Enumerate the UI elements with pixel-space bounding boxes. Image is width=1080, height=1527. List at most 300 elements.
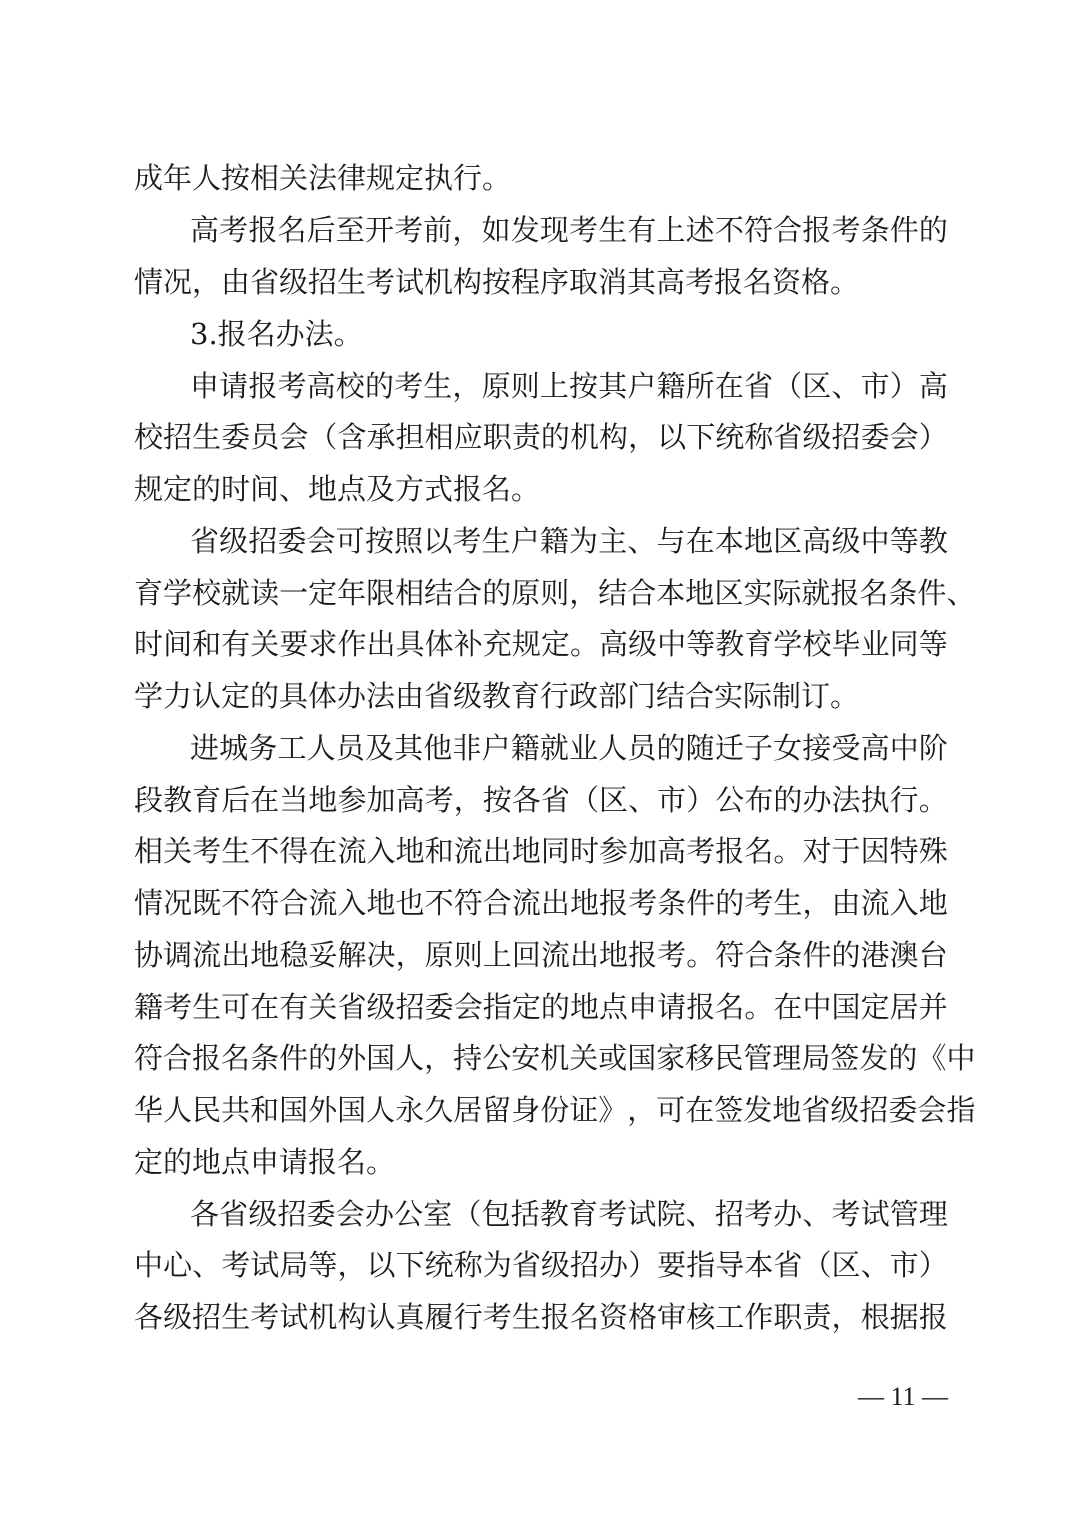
glyph: 本 [714, 524, 744, 558]
glyph: 可 [335, 524, 365, 558]
glyph: 后 [306, 213, 336, 247]
glyph: 结 [424, 576, 454, 610]
glyph: 审 [657, 1300, 687, 1334]
glyph: 报 [830, 576, 860, 610]
glyph: 考 [394, 369, 424, 403]
glyph: 。 [744, 990, 774, 1024]
glyph: 稳 [279, 938, 309, 972]
glyph: 流 [860, 886, 890, 920]
glyph: 入 [366, 834, 396, 868]
glyph: 补 [453, 627, 483, 661]
glyph: 指 [482, 990, 512, 1024]
glyph: （ [773, 369, 803, 403]
glyph: 关 [308, 990, 338, 1024]
glyph: 学 [773, 627, 803, 661]
glyph: 件 [802, 938, 832, 972]
glyph: 永 [395, 1093, 425, 1127]
glyph: ） [918, 1248, 948, 1282]
glyph: 招 [163, 420, 193, 454]
glyph: 报 [540, 1300, 570, 1334]
glyph: 国 [831, 990, 861, 1024]
glyph: 包 [481, 1197, 511, 1231]
glyph: ， [802, 886, 832, 920]
glyph: 招 [569, 1248, 599, 1282]
glyph: 本 [656, 576, 686, 610]
glyph: 妥 [308, 938, 338, 972]
glyph: 上 [656, 213, 686, 247]
glyph: 机 [569, 420, 599, 454]
glyph: 按 [569, 369, 599, 403]
glyph: 合 [627, 576, 657, 610]
glyph: 出 [366, 627, 396, 661]
glyph: 教 [918, 524, 948, 558]
glyph: 会 [335, 1197, 365, 1231]
glyph: 区 [802, 369, 832, 403]
glyph: 试 [860, 1197, 890, 1231]
glyph: 生 [423, 369, 453, 403]
text-line [134, 1038, 976, 1078]
glyph: 职 [482, 420, 512, 454]
text-line [190, 728, 948, 768]
glyph: 级 [830, 1093, 860, 1127]
glyph: 结 [598, 576, 628, 610]
glyph: 级 [540, 1248, 570, 1282]
glyph: 省 [511, 1248, 541, 1282]
glyph: 对 [802, 834, 832, 868]
glyph: 报 [599, 886, 629, 920]
glyph: 有 [627, 213, 657, 247]
glyph: 校 [134, 420, 164, 454]
glyph: 就 [221, 576, 251, 610]
glyph: 规 [511, 627, 541, 661]
glyph: 业 [860, 627, 890, 661]
glyph: 心 [163, 1248, 193, 1282]
glyph: 公 [394, 1197, 424, 1231]
glyph: 工 [277, 731, 307, 765]
glyph: 考 [831, 213, 861, 247]
glyph: 员 [627, 731, 657, 765]
glyph: 时 [569, 834, 599, 868]
glyph: 教 [539, 1197, 569, 1231]
glyph: ， [452, 369, 482, 403]
glyph: 考 [163, 990, 193, 1024]
glyph: 台 [918, 938, 948, 972]
glyph: 及 [364, 731, 394, 765]
glyph: 其 [598, 369, 628, 403]
glyph: 出 [482, 834, 512, 868]
text-line [134, 831, 948, 871]
glyph: 承 [366, 420, 396, 454]
glyph: 合 [453, 576, 483, 610]
glyph: 院 [656, 1197, 686, 1231]
glyph: 职 [773, 1300, 803, 1334]
glyph: 流 [308, 886, 338, 920]
glyph: 户 [627, 369, 657, 403]
glyph: 籍 [539, 524, 569, 558]
glyph: 区 [599, 783, 629, 817]
glyph: 校 [802, 627, 832, 661]
glyph: 考 [221, 1248, 251, 1282]
glyph: 共 [221, 1093, 251, 1127]
glyph: 括 [510, 1197, 540, 1231]
glyph: 按 [482, 783, 512, 817]
glyph: 以 [657, 420, 687, 454]
glyph: 并 [918, 990, 948, 1024]
glyph: 签 [714, 1093, 744, 1127]
glyph: 实 [743, 576, 773, 610]
glyph: 考 [394, 213, 424, 247]
glyph: 发 [859, 1041, 889, 1075]
glyph: 地 [308, 783, 338, 817]
glyph: 籍 [134, 990, 164, 1024]
glyph: 发 [743, 1093, 773, 1127]
glyph: 会 [917, 1093, 947, 1127]
glyph: ） [889, 369, 919, 403]
text-line: 情况，由省级招生考试机构按程序取消其高考报名资格。 [134, 265, 860, 299]
glyph: 符 [715, 938, 745, 972]
glyph: 户 [510, 524, 540, 558]
glyph: 华 [134, 1093, 164, 1127]
glyph: ， [628, 420, 658, 454]
glyph: 名 [744, 834, 774, 868]
glyph: 国 [337, 1093, 367, 1127]
glyph: 条 [773, 938, 803, 972]
glyph: 件 [917, 576, 947, 610]
glyph: 具 [395, 627, 425, 661]
glyph: 为 [482, 1248, 512, 1282]
glyph: 既 [192, 886, 222, 920]
glyph: 接 [802, 731, 832, 765]
glyph: 名 [859, 576, 889, 610]
glyph: 的 [540, 990, 570, 1024]
glyph: 也 [395, 886, 425, 920]
glyph: 省 [219, 1197, 249, 1231]
glyph: 招 [714, 1197, 744, 1231]
glyph: 省 [540, 783, 570, 817]
glyph: 关 [250, 627, 280, 661]
glyph: 教 [715, 627, 745, 661]
glyph: 申 [190, 369, 220, 403]
glyph: 报 [802, 213, 832, 247]
glyph: 作 [337, 627, 367, 661]
section-heading: 3.报名办法。 [190, 317, 363, 351]
glyph: 国 [279, 1093, 309, 1127]
glyph: 相 [134, 834, 164, 868]
glyph: 人 [598, 731, 628, 765]
glyph: 会 [279, 420, 309, 454]
glyph: 报 [248, 369, 278, 403]
glyph: 构 [599, 420, 629, 454]
glyph: 育 [569, 1197, 599, 1231]
glyph: 国 [366, 1041, 396, 1075]
glyph: （ [802, 1248, 832, 1282]
glyph: 各 [190, 1197, 220, 1231]
glyph: 要 [657, 1248, 687, 1282]
glyph: 资 [599, 1300, 629, 1334]
glyph: 指 [946, 1093, 976, 1127]
glyph: 机 [308, 1300, 338, 1334]
glyph: 名 [277, 213, 307, 247]
glyph: 可 [656, 1093, 686, 1127]
glyph: 开 [364, 213, 394, 247]
glyph: 如 [481, 213, 511, 247]
glyph: 试 [627, 1197, 657, 1231]
glyph: 流 [337, 834, 367, 868]
glyph: 条 [657, 886, 687, 920]
glyph: 民 [714, 1041, 744, 1075]
glyph: 安 [511, 1041, 541, 1075]
glyph: 则 [540, 576, 570, 610]
glyph: 高 [918, 369, 948, 403]
glyph: （ [569, 783, 599, 817]
glyph: 件 [279, 1041, 309, 1075]
glyph: 有 [221, 627, 251, 661]
glyph: 点 [599, 990, 629, 1024]
glyph: 港 [860, 938, 890, 972]
glyph: 持 [453, 1041, 483, 1075]
glyph: 至 [335, 213, 365, 247]
glyph: 考 [686, 834, 716, 868]
glyph: 应 [453, 420, 483, 454]
glyph: 业 [569, 731, 599, 765]
glyph: 中 [946, 1041, 976, 1075]
glyph: ， [452, 213, 482, 247]
glyph: 考 [628, 886, 658, 920]
glyph: 省 [773, 420, 803, 454]
glyph: 会 [889, 420, 919, 454]
glyph: 他 [423, 731, 453, 765]
glyph: 行 [889, 783, 919, 817]
glyph: 为 [569, 524, 599, 558]
glyph: 、 [628, 783, 658, 817]
glyph: 下 [395, 1248, 425, 1282]
glyph: 毕 [831, 627, 861, 661]
glyph: 在 [685, 1093, 715, 1127]
glyph: 可 [221, 990, 251, 1024]
glyph: 加 [628, 834, 658, 868]
glyph: 报 [628, 938, 658, 972]
glyph: 市 [889, 1248, 919, 1282]
glyph: 主 [598, 524, 628, 558]
glyph: （ [452, 1197, 482, 1231]
glyph: 外 [337, 1041, 367, 1075]
glyph: 委 [277, 524, 307, 558]
glyph: 相 [395, 576, 425, 610]
glyph: 责 [802, 1300, 832, 1334]
glyph: 理 [918, 1197, 948, 1231]
glyph: 在 [308, 834, 338, 868]
glyph: 上 [482, 938, 512, 972]
glyph: 体 [424, 627, 454, 661]
glyph: 管 [743, 1041, 773, 1075]
glyph: 读 [250, 576, 280, 610]
glyph: 就 [801, 576, 831, 610]
glyph: 理 [772, 1041, 802, 1075]
glyph: 在 [714, 369, 744, 403]
glyph: 考 [744, 886, 774, 920]
glyph: 根 [860, 1300, 890, 1334]
glyph: 的 [482, 576, 512, 610]
glyph: 符 [743, 213, 773, 247]
glyph: 各 [134, 1300, 164, 1334]
glyph: 招 [248, 524, 278, 558]
glyph: 年 [337, 576, 367, 610]
glyph: 执 [860, 783, 890, 817]
glyph: 生 [192, 990, 222, 1024]
glyph: 由 [831, 886, 861, 920]
glyph: 人 [163, 1093, 193, 1127]
glyph: ， [831, 1300, 861, 1334]
glyph: 回 [511, 938, 541, 972]
glyph: 按 [364, 524, 394, 558]
glyph: 生 [192, 420, 222, 454]
glyph: 限 [366, 576, 396, 610]
text-line [190, 366, 948, 406]
glyph: 等 [918, 627, 948, 661]
glyph: 务 [248, 731, 278, 765]
glyph: 考 [250, 1300, 280, 1334]
glyph: 出 [569, 938, 599, 972]
glyph: 。 [569, 627, 599, 661]
glyph: 家 [656, 1041, 686, 1075]
page-number: — 11 — [857, 1382, 948, 1411]
glyph: 同 [540, 834, 570, 868]
glyph: 人 [395, 1041, 425, 1075]
glyph: 级 [831, 524, 861, 558]
glyph: 核 [686, 1300, 716, 1334]
glyph: 布 [744, 783, 774, 817]
glyph: 地 [569, 886, 599, 920]
glyph: 办 [802, 783, 832, 817]
glyph: 述 [685, 213, 715, 247]
glyph: 份 [540, 1093, 570, 1127]
glyph: 考 [831, 1197, 861, 1231]
glyph: 当 [279, 783, 309, 817]
glyph: 身 [511, 1093, 541, 1127]
glyph: 中 [860, 524, 890, 558]
glyph: 试 [250, 1248, 280, 1282]
glyph: 担 [395, 420, 425, 454]
glyph: 合 [482, 886, 512, 920]
glyph: 入 [889, 886, 919, 920]
glyph: 前 [423, 213, 453, 247]
glyph: 高 [657, 834, 687, 868]
glyph: 级 [163, 1300, 193, 1334]
glyph: 户 [481, 731, 511, 765]
glyph: 外 [308, 1093, 338, 1127]
glyph: 况 [163, 886, 193, 920]
glyph: 情 [134, 886, 164, 920]
glyph: 的 [656, 731, 686, 765]
glyph: 得 [279, 834, 309, 868]
glyph: 生 [511, 1300, 541, 1334]
glyph: 考 [598, 1197, 628, 1231]
glyph: 合 [773, 213, 803, 247]
glyph: 照 [394, 524, 424, 558]
glyph: 。 [773, 834, 803, 868]
text-line [134, 417, 948, 457]
glyph: 统 [424, 1248, 454, 1282]
glyph: 受 [831, 731, 861, 765]
glyph: 合 [279, 886, 309, 920]
glyph: 与 [656, 524, 686, 558]
glyph: 等 [889, 524, 919, 558]
glyph: 报 [918, 1300, 948, 1334]
glyph: 等 [308, 1248, 338, 1282]
glyph: 流 [453, 834, 483, 868]
glyph: 导 [715, 1248, 745, 1282]
glyph: 区 [773, 524, 803, 558]
glyph: 区 [831, 1248, 861, 1282]
glyph: 机 [540, 1041, 570, 1075]
glyph: 请 [219, 369, 249, 403]
glyph: 同 [889, 627, 919, 661]
glyph: 关 [569, 1041, 599, 1075]
glyph: 委 [860, 420, 890, 454]
glyph: 参 [599, 834, 629, 868]
glyph: 流 [511, 886, 541, 920]
text-line [134, 780, 948, 820]
glyph: 报 [686, 990, 716, 1024]
glyph: 的 [918, 213, 948, 247]
glyph: 考 [452, 524, 482, 558]
glyph: 学 [163, 576, 193, 610]
glyph: 流 [540, 938, 570, 972]
glyph: 委 [888, 1093, 918, 1127]
glyph: 合 [163, 1041, 193, 1075]
glyph: 不 [424, 886, 454, 920]
glyph: 符 [250, 886, 280, 920]
glyph: 所 [685, 369, 715, 403]
glyph: 有 [279, 990, 309, 1024]
glyph: 子 [743, 731, 773, 765]
glyph: 、 [192, 1248, 222, 1282]
text-line [134, 935, 948, 975]
glyph: 公 [715, 783, 745, 817]
glyph: 统 [715, 420, 745, 454]
glyph: 、 [946, 576, 976, 610]
glyph: 高 [860, 731, 890, 765]
text-line: 学力认定的具体办法由省级教育行政部门结合实际制订。 [134, 679, 860, 713]
glyph: 招 [192, 1300, 222, 1334]
glyph: 阶 [918, 731, 948, 765]
glyph: 、 [831, 369, 861, 403]
glyph: 籍 [656, 369, 686, 403]
glyph: 公 [482, 1041, 512, 1075]
glyph: 则 [453, 938, 483, 972]
glyph: 在 [773, 990, 803, 1024]
glyph: 不 [714, 213, 744, 247]
glyph: 就 [539, 731, 569, 765]
glyph: 报 [715, 834, 745, 868]
glyph: 考 [657, 938, 687, 972]
glyph: 》 [598, 1093, 628, 1127]
glyph: 随 [685, 731, 715, 765]
glyph: 级 [366, 990, 396, 1024]
glyph: 证 [569, 1093, 599, 1127]
glyph: 定 [860, 990, 890, 1024]
glyph: 报 [248, 213, 278, 247]
glyph: 高 [190, 213, 220, 247]
glyph: 件 [686, 886, 716, 920]
glyph: 的 [715, 886, 745, 920]
glyph: 城 [219, 731, 249, 765]
glyph: 人 [306, 731, 336, 765]
glyph: 育 [192, 783, 222, 817]
glyph: 入 [337, 886, 367, 920]
glyph: 行 [453, 1300, 483, 1334]
glyph: 在 [685, 524, 715, 558]
